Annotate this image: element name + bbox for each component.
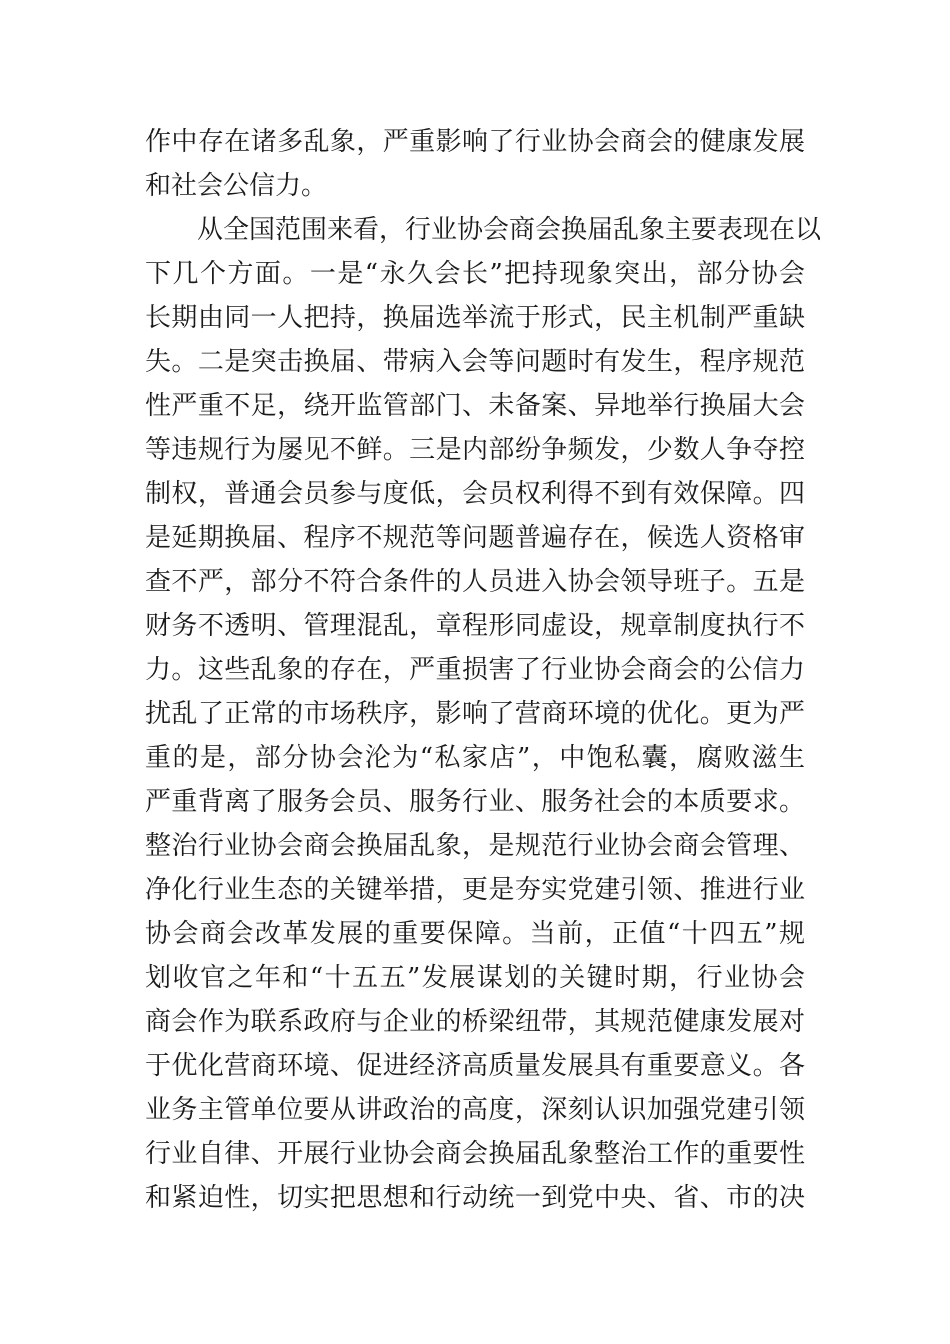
text-line: 和社会公信力。 (145, 171, 328, 201)
text-line: 整治行业协会商会换届乱象，是规范行业协会商会管理、 (145, 831, 805, 861)
text-line: 长期由同一人把持，换届选举流于形式，民主机制严重缺 (145, 303, 805, 333)
text-line: 行业自律、开展行业协会商会换届乱象整治工作的重要性 (145, 1139, 805, 1169)
text-line: 和紧迫性，切实把思想和行动统一到党中央、省、市的决 (145, 1183, 805, 1213)
text-line: 重的是，部分协会沦为“私家店”，中饱私囊，腐败滋生 (145, 743, 805, 773)
text-line: 查不严，部分不符合条件的人员进入协会领导班子。五是 (145, 567, 805, 597)
text-line: 扰乱了正常的市场秩序，影响了营商环境的优化。更为严 (145, 699, 805, 729)
text-line: 等违规行为屡见不鲜。三是内部纷争频发，少数人争夺控 (145, 435, 805, 465)
text-line: 于优化营商环境、促进经济高质量发展具有重要意义。各 (145, 1051, 805, 1081)
text-line: 性严重不足，绕开监管部门、未备案、异地举行换届大会 (145, 391, 805, 421)
text-line: 严重背离了服务会员、服务行业、服务社会的本质要求。 (145, 787, 805, 817)
text-line: 财务不透明、管理混乱，章程形同虚设，规章制度执行不 (145, 611, 805, 641)
text-line: 力。这些乱象的存在，严重损害了行业协会商会的公信力 (145, 655, 805, 685)
text-line: 失。二是突击换届、带病入会等问题时有发生，程序规范 (145, 347, 805, 377)
text-line: 净化行业生态的关键举措，更是夯实党建引领、推进行业 (145, 875, 805, 905)
text-line: 作中存在诸多乱象，严重影响了行业协会商会的健康发展 (145, 127, 805, 157)
paragraph-first-line: 从全国范围来看，行业协会商会换届乱象主要表现在以 (197, 215, 822, 245)
text-line: 协会商会改革发展的重要保障。当前，正值“十四五”规 (145, 919, 805, 949)
text-line: 业务主管单位要从讲政治的高度，深刻认识加强党建引领 (145, 1095, 805, 1125)
text-line: 划收官之年和“十五五”发展谋划的关键时期，行业协会 (145, 963, 805, 993)
text-line: 制权，普通会员参与度低，会员权利得不到有效保障。四 (145, 479, 805, 509)
text-line: 商会作为联系政府与企业的桥梁纽带，其规范健康发展对 (145, 1007, 805, 1037)
text-line: 下几个方面。一是“永久会长”把持现象突出，部分协会 (145, 259, 805, 289)
text-line: 是延期换届、程序不规范等问题普遍存在，候选人资格审 (145, 523, 805, 553)
